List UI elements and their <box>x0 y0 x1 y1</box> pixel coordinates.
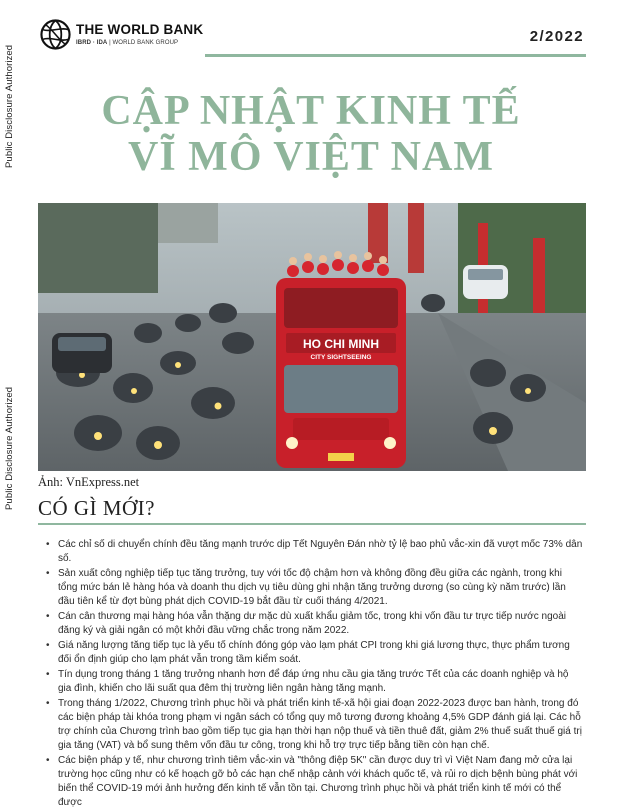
logo-name: THE WORLD BANK <box>76 22 204 38</box>
report-title <box>38 88 584 180</box>
title-line-2: VĨ MÔ VIỆT NAM <box>128 134 494 180</box>
list-item: • Trong tháng 1/2022, Chương trình phục hồi và phát triển kinh tế-xã hội giai đoạn 2022-2023 được ban hành, trong đó các biện pháp tài khóa trong phạm vi ngân sách có tổng quy mô tương đương khoảng 4,5% GDP đánh giá lại. Các hỗ trợ chính của Chương trình bao gồm tiếp tục gia hạn thời hạn nộp thuế và tiền thuê đất, giảm 2% thuế suất thuế giá trị gia tăng (VAT) và bổ sung thêm vốn đầu tư công, trong khi hỗ trợ trực tiếp bằng tiền còn hạn chế. <box>46 697 584 753</box>
highlights-list <box>46 538 584 811</box>
title-line-1: CẬP NHẬT KINH TẾ <box>101 88 521 134</box>
list-item: • Các biện pháp y tế, như chương trình tiêm vắc-xin và "thông điệp 5K" cần được duy trì vì Việt Nam đang mở cửa lại trường học cũng như có kế hoạch gỡ bỏ các hạn chế nhập cảnh với khách quốc tế, và rủi ro dịch bệnh bùng phát với biến thể COVID-19 mới ảnh hưởng đến kinh tế vẫn tồn tại. Chương trình phục hồi và phát triển kinh tế mới có thể được <box>46 754 584 810</box>
section-divider <box>38 523 586 525</box>
logo-subtitle <box>76 40 203 46</box>
list-item: • Các chỉ số di chuyển chính đều tăng mạnh trước dịp Tết Nguyên Đán nhờ tỷ lệ bao phủ vắc-xin đã vượt mốc 73% dân số. <box>46 538 584 566</box>
list-item: • Cán cân thương mại hàng hóa vẫn thặng dư mặc dù xuất khẩu giảm tốc, trong khi vốn đầu tư trực tiếp nước ngoài đăng ký và giải ngân có một khởi đầu vững chắc trong năm 2022. <box>46 610 584 638</box>
list-item: • Giá năng lượng tăng tiếp tục là yếu tố chính đóng góp vào lạm phát CPI trong khi giá lương thực, thực phẩm tương đối ổn định giúp cho lạm phát vẫn trong tầm kiểm soát. <box>46 639 584 667</box>
disclosure-label-top: Public Disclosure Authorized <box>4 44 15 168</box>
list-item: • Tín dụng trong tháng 1 tăng trưởng nhanh hơn để đáp ứng nhu cầu gia tăng trước Tết của các doanh nghiệp và hộ gia đình, khiến cho lãi suất qua đêm thị trường liên ngân hàng tăng mạnh. <box>46 668 584 696</box>
photo-caption: Ảnh: VnExpress.net <box>38 475 140 489</box>
world-bank-logo <box>40 19 203 50</box>
section-title: CÓ GÌ MỚI? <box>38 496 155 520</box>
bus-sign-sub: CITY SIGHTSEEING <box>310 354 372 361</box>
bus-sign-main: HO CHI MINH <box>303 337 379 351</box>
globe-icon <box>40 19 71 50</box>
header-divider <box>205 54 586 57</box>
disclosure-label-middle: Public Disclosure Authorized <box>4 386 15 510</box>
list-item: • Sản xuất công nghiệp tiếp tục tăng trưởng, tuy với tốc độ chậm hơn và không đồng đều giữa các ngành, trong khi tổng mức bán lẻ hàng hóa và doanh thu dịch vụ tiêu dùng ghi nhận tăng trưởng dương (so cùng kỳ năm trước) lần đầu tiên kể từ đợt bùng phát dịch COVID-19 bắt đầu từ cuối tháng 4/2021. <box>46 567 584 609</box>
street-scene-illustration <box>38 203 586 471</box>
logo-sub-rest: | WORLD BANK GROUP <box>107 39 179 46</box>
logo-sub-bold: IBRD · IDA <box>76 39 108 46</box>
cover-photo <box>38 203 586 471</box>
issue-number: 2/2022 <box>529 28 584 45</box>
